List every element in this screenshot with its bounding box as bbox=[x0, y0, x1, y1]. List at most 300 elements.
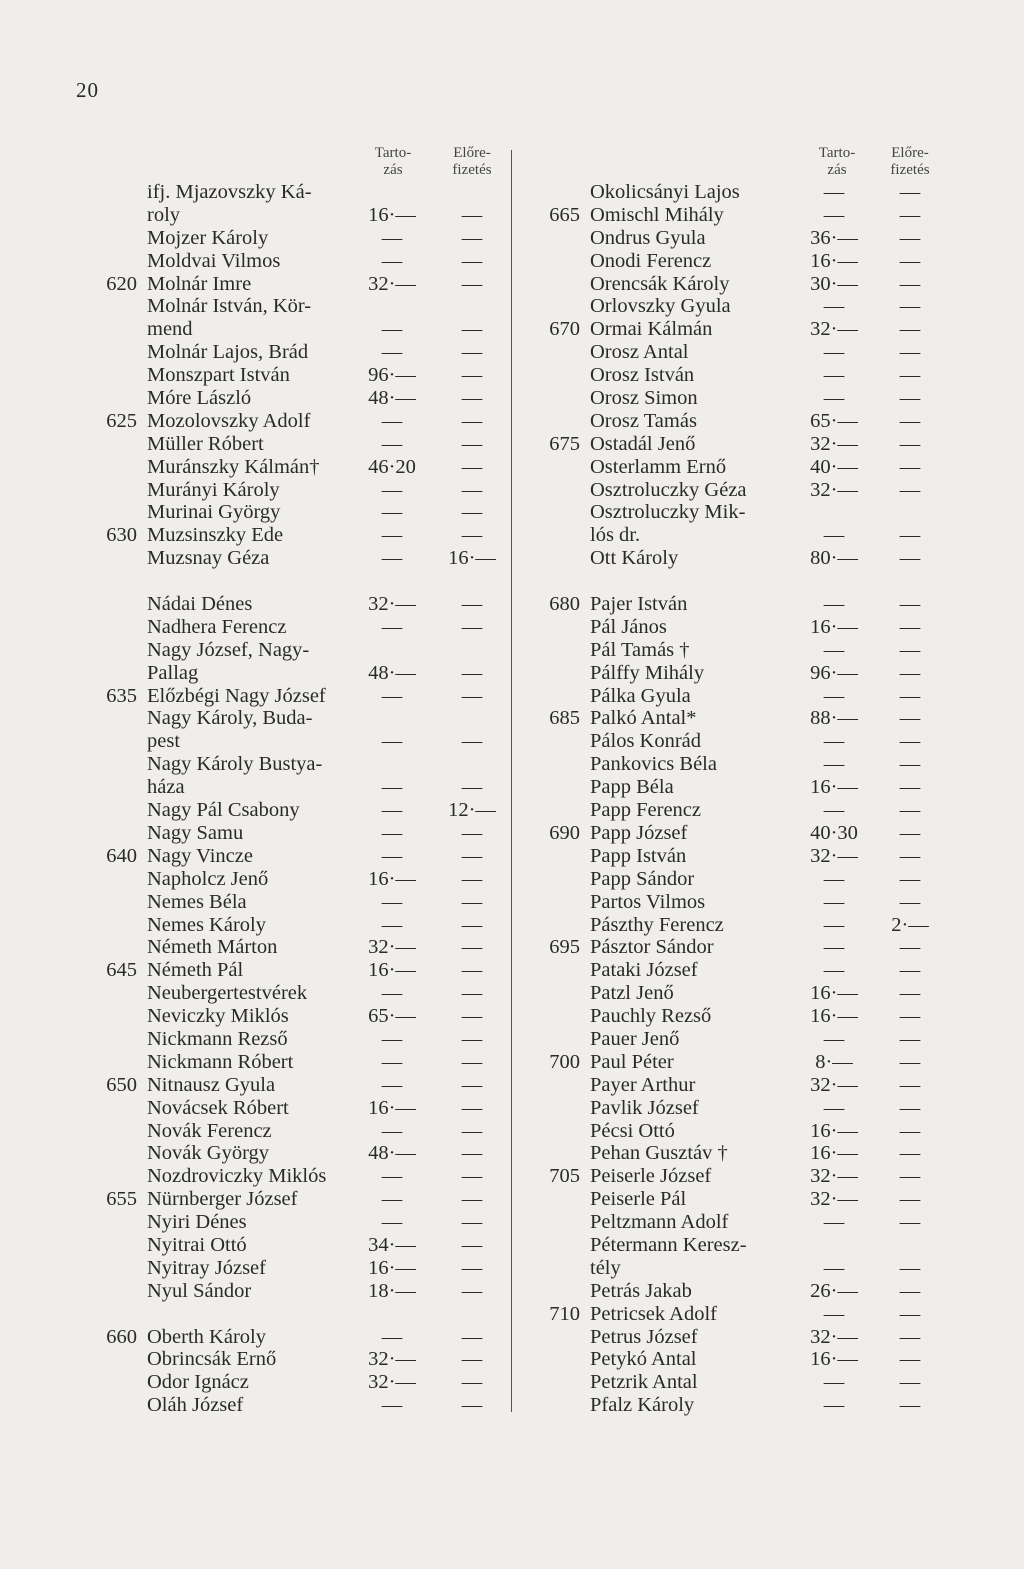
amount-tartozas: 16·— bbox=[810, 615, 858, 638]
member-name: Pétermann Keresz- bbox=[590, 1233, 747, 1256]
list-item bbox=[97, 341, 497, 364]
member-name: roly bbox=[147, 203, 181, 226]
amount-eloefizetes: — bbox=[899, 364, 921, 387]
member-name: Nickmann Róbert bbox=[147, 1050, 294, 1073]
left-column-header bbox=[97, 145, 497, 181]
member-name: Nyitrai Ottó bbox=[147, 1233, 247, 1256]
amount-tartozas: — bbox=[381, 844, 403, 867]
amount-tartozas: — bbox=[381, 1325, 403, 1348]
amount-eloefizetes: — bbox=[461, 1096, 483, 1119]
amount-tartozas: — bbox=[381, 547, 403, 570]
amount-eloefizetes: — bbox=[461, 936, 483, 959]
list-item bbox=[97, 639, 497, 662]
list-item bbox=[97, 685, 497, 708]
amount-eloefizetes: — bbox=[899, 455, 921, 478]
amount-tartozas: — bbox=[381, 524, 403, 547]
list-item bbox=[97, 1028, 497, 1051]
amount-eloefizetes: — bbox=[899, 1096, 921, 1119]
list-item bbox=[540, 685, 940, 708]
amount-eloefizetes: — bbox=[461, 1325, 483, 1348]
entry-number: 635 bbox=[106, 684, 137, 707]
amount-eloefizetes: — bbox=[899, 318, 921, 341]
list-item bbox=[97, 204, 497, 227]
member-name: Ormai Kálmán bbox=[590, 318, 713, 341]
list-item bbox=[97, 1097, 497, 1120]
list-item bbox=[97, 982, 497, 1005]
amount-tartozas: 32·— bbox=[810, 478, 858, 501]
amount-tartozas: — bbox=[823, 1027, 845, 1050]
amount-eloefizetes: — bbox=[461, 203, 483, 226]
member-name: Petykó Antal bbox=[590, 1348, 697, 1371]
member-name: Partos Vilmos bbox=[590, 890, 706, 913]
amount-tartozas: 48·— bbox=[368, 661, 416, 684]
member-name: Palkó Antal* bbox=[590, 707, 697, 730]
amount-tartozas: 32·— bbox=[810, 1325, 858, 1348]
amount-tartozas: — bbox=[823, 364, 845, 387]
entry-number: 640 bbox=[106, 844, 137, 867]
list-item bbox=[97, 433, 497, 456]
list-item bbox=[97, 1074, 497, 1097]
list-item bbox=[97, 730, 497, 753]
list-item bbox=[540, 959, 940, 982]
member-name: Pauchly Rezső bbox=[590, 1005, 712, 1028]
amount-eloefizetes: — bbox=[461, 867, 483, 890]
member-name: Ostadál Jenő bbox=[590, 432, 696, 455]
member-name: Novák Ferencz bbox=[147, 1119, 272, 1142]
list-item bbox=[540, 914, 940, 937]
member-name: Muzsinszky Ede bbox=[147, 524, 284, 547]
list-item bbox=[540, 845, 940, 868]
entry-number: 695 bbox=[549, 936, 580, 959]
amount-eloefizetes: — bbox=[899, 478, 921, 501]
amount-tartozas: — bbox=[381, 1165, 403, 1188]
entry-number: 685 bbox=[549, 707, 580, 730]
list-item bbox=[540, 776, 940, 799]
entry-number: 645 bbox=[106, 959, 137, 982]
member-name: Papp Sándor bbox=[590, 867, 695, 890]
amount-tartozas: — bbox=[823, 1211, 845, 1234]
amount-tartozas: 16·— bbox=[810, 249, 858, 272]
amount-tartozas: 32·— bbox=[368, 1348, 416, 1371]
header-eloefizetes: Előre- fizetés bbox=[890, 145, 930, 178]
member-name: Müller Róbert bbox=[147, 432, 264, 455]
amount-eloefizetes: — bbox=[899, 615, 921, 638]
member-name: Mojzer Károly bbox=[147, 226, 269, 249]
member-name: Napholcz Jenő bbox=[147, 867, 269, 890]
list-item bbox=[97, 845, 497, 868]
list-item bbox=[540, 1005, 940, 1028]
header-tartozas: Tarto- zás bbox=[818, 145, 856, 178]
list-item bbox=[97, 273, 497, 296]
amount-eloefizetes: — bbox=[899, 1188, 921, 1211]
list-item bbox=[97, 1165, 497, 1188]
list-item bbox=[540, 1165, 940, 1188]
amount-tartozas: — bbox=[823, 181, 845, 203]
right-rows bbox=[540, 181, 940, 1417]
list-item bbox=[97, 1188, 497, 1211]
amount-tartozas: 32·— bbox=[810, 1165, 858, 1188]
amount-tartozas: — bbox=[823, 203, 845, 226]
header-eloefizetes: Előre- fizetés bbox=[452, 145, 492, 178]
amount-tartozas: — bbox=[823, 1096, 845, 1119]
list-item bbox=[97, 799, 497, 822]
amount-eloefizetes: — bbox=[899, 547, 921, 570]
amount-eloefizetes: — bbox=[899, 867, 921, 890]
amount-eloefizetes: — bbox=[899, 1302, 921, 1325]
list-item bbox=[540, 707, 940, 730]
amount-eloefizetes: — bbox=[899, 1371, 921, 1394]
member-name: tély bbox=[590, 1256, 621, 1279]
amount-tartozas: — bbox=[823, 936, 845, 959]
amount-eloefizetes: — bbox=[461, 478, 483, 501]
list-item bbox=[540, 891, 940, 914]
member-name: Nádai Dénes bbox=[147, 593, 253, 616]
amount-tartozas: — bbox=[381, 890, 403, 913]
amount-eloefizetes: — bbox=[899, 707, 921, 730]
amount-tartozas: — bbox=[823, 867, 845, 890]
amount-tartozas: — bbox=[823, 1302, 845, 1325]
amount-tartozas: 18·— bbox=[368, 1279, 416, 1302]
amount-tartozas: — bbox=[823, 341, 845, 364]
member-name: pest bbox=[147, 730, 181, 753]
member-name: Nürnberger József bbox=[147, 1188, 298, 1211]
list-item bbox=[540, 318, 940, 341]
member-name: Payer Arthur bbox=[590, 1073, 696, 1096]
amount-tartozas: 16·— bbox=[368, 203, 416, 226]
member-name: Nagy Károly, Buda- bbox=[147, 707, 313, 730]
amount-tartozas: — bbox=[823, 295, 845, 318]
member-name: Papp Ferencz bbox=[590, 799, 701, 822]
member-name: Németh Pál bbox=[147, 959, 244, 982]
entry-number: 710 bbox=[549, 1302, 580, 1325]
amount-tartozas: — bbox=[381, 776, 403, 799]
member-name: Orlovszky Gyula bbox=[590, 295, 731, 318]
entry-number: 655 bbox=[106, 1188, 137, 1211]
entry-number: 620 bbox=[106, 272, 137, 295]
entry-number: 705 bbox=[549, 1165, 580, 1188]
list-item bbox=[540, 1188, 940, 1211]
amount-eloefizetes: — bbox=[899, 821, 921, 844]
amount-eloefizetes: — bbox=[899, 409, 921, 432]
list-item bbox=[540, 273, 940, 296]
amount-tartozas: — bbox=[823, 730, 845, 753]
amount-tartozas: — bbox=[823, 753, 845, 776]
amount-tartozas: 32·— bbox=[810, 318, 858, 341]
list-item bbox=[540, 433, 940, 456]
amount-eloefizetes: — bbox=[461, 684, 483, 707]
amount-tartozas: — bbox=[381, 1050, 403, 1073]
member-name: Orencsák Károly bbox=[590, 272, 730, 295]
amount-eloefizetes: — bbox=[899, 1211, 921, 1234]
entry-number: 690 bbox=[549, 821, 580, 844]
member-name: Peltzmann Adolf bbox=[590, 1211, 729, 1234]
member-name: Papp István bbox=[590, 844, 687, 867]
amount-tartozas: 40·— bbox=[810, 455, 858, 478]
amount-tartozas: 8·— bbox=[815, 1050, 853, 1073]
member-name: Paul Péter bbox=[590, 1050, 674, 1073]
amount-eloefizetes: — bbox=[899, 1050, 921, 1073]
list-item bbox=[540, 753, 940, 776]
amount-eloefizetes: — bbox=[461, 593, 483, 616]
amount-tartozas: — bbox=[823, 799, 845, 822]
list-item bbox=[540, 1051, 940, 1074]
amount-tartozas: 16·— bbox=[368, 959, 416, 982]
list-item bbox=[540, 730, 940, 753]
member-name: Pajer István bbox=[590, 593, 688, 616]
amount-tartozas: — bbox=[823, 959, 845, 982]
member-name: Murinai György bbox=[147, 501, 281, 524]
list-item bbox=[97, 1005, 497, 1028]
member-name: Pál János bbox=[590, 615, 667, 638]
amount-tartozas: — bbox=[381, 478, 403, 501]
list-item bbox=[540, 410, 940, 433]
amount-tartozas: 34·— bbox=[368, 1233, 416, 1256]
list-item bbox=[540, 662, 940, 685]
list-item bbox=[97, 1234, 497, 1257]
amount-tartozas: — bbox=[381, 249, 403, 272]
member-name: Oberth Károly bbox=[147, 1325, 266, 1348]
list-item bbox=[540, 295, 940, 318]
member-name: Nozdroviczky Miklós bbox=[147, 1165, 327, 1188]
member-name: Pauer Jenő bbox=[590, 1027, 680, 1050]
amount-tartozas: — bbox=[823, 1394, 845, 1417]
amount-eloefizetes: — bbox=[899, 799, 921, 822]
amount-eloefizetes: — bbox=[899, 844, 921, 867]
member-name: Papp József bbox=[590, 821, 688, 844]
amount-eloefizetes: — bbox=[899, 684, 921, 707]
member-name: Peiserle József bbox=[590, 1165, 712, 1188]
amount-eloefizetes: — bbox=[899, 661, 921, 684]
member-name: Orosz Antal bbox=[590, 341, 689, 364]
amount-eloefizetes: — bbox=[899, 1165, 921, 1188]
list-item bbox=[540, 1303, 940, 1326]
amount-eloefizetes: — bbox=[461, 249, 483, 272]
entry-number: 680 bbox=[549, 593, 580, 616]
amount-eloefizetes: — bbox=[899, 181, 921, 203]
amount-tartozas: — bbox=[381, 1119, 403, 1142]
list-item bbox=[540, 822, 940, 845]
page-number: 20 bbox=[76, 78, 99, 102]
member-name: Nagy Samu bbox=[147, 821, 244, 844]
amount-eloefizetes: — bbox=[899, 341, 921, 364]
amount-tartozas: 32·— bbox=[368, 936, 416, 959]
amount-tartozas: — bbox=[823, 593, 845, 616]
member-name: Ondrus Gyula bbox=[590, 226, 706, 249]
section-gap bbox=[97, 570, 497, 593]
list-item bbox=[97, 524, 497, 547]
left-column bbox=[97, 145, 497, 1417]
member-name: Nitnausz Gyula bbox=[147, 1073, 276, 1096]
member-name: háza bbox=[147, 776, 185, 799]
list-item bbox=[97, 501, 497, 524]
amount-eloefizetes: — bbox=[461, 455, 483, 478]
member-name: Petricsek Adolf bbox=[590, 1302, 717, 1325]
amount-tartozas: — bbox=[381, 615, 403, 638]
member-name: Neviczky Miklós bbox=[147, 1005, 289, 1028]
list-item bbox=[540, 1280, 940, 1303]
amount-eloefizetes: — bbox=[899, 1348, 921, 1371]
list-item bbox=[540, 1097, 940, 1120]
list-item bbox=[540, 799, 940, 822]
list-item bbox=[540, 1142, 940, 1165]
list-item bbox=[540, 1120, 940, 1143]
list-item bbox=[540, 1348, 940, 1371]
amount-eloefizetes: — bbox=[461, 1005, 483, 1028]
amount-eloefizetes: 2·— bbox=[891, 913, 929, 936]
amount-tartozas: — bbox=[381, 341, 403, 364]
amount-eloefizetes: — bbox=[899, 524, 921, 547]
amount-eloefizetes: — bbox=[461, 341, 483, 364]
amount-eloefizetes: — bbox=[899, 295, 921, 318]
amount-tartozas: — bbox=[381, 1073, 403, 1096]
amount-eloefizetes: — bbox=[899, 203, 921, 226]
entry-number: 665 bbox=[549, 203, 580, 226]
member-name: Orosz István bbox=[590, 364, 695, 387]
section-gap bbox=[97, 1303, 497, 1326]
amount-tartozas: — bbox=[823, 387, 845, 410]
amount-tartozas: 16·— bbox=[810, 776, 858, 799]
amount-tartozas: 96·— bbox=[368, 364, 416, 387]
member-name: Murányi Károly bbox=[147, 478, 280, 501]
member-name: Nagy Károly Bustya- bbox=[147, 753, 323, 776]
amount-tartozas: 16·— bbox=[368, 867, 416, 890]
member-name: Móre László bbox=[147, 387, 252, 410]
amount-eloefizetes: — bbox=[461, 1256, 483, 1279]
amount-eloefizetes: — bbox=[899, 936, 921, 959]
amount-eloefizetes: — bbox=[461, 1348, 483, 1371]
member-name: Muzsnay Géza bbox=[147, 547, 270, 570]
member-name: Monszpart István bbox=[147, 364, 290, 387]
list-item bbox=[97, 1371, 497, 1394]
list-item bbox=[540, 936, 940, 959]
amount-tartozas: — bbox=[823, 638, 845, 661]
list-item bbox=[97, 479, 497, 502]
amount-tartozas: 32·— bbox=[368, 593, 416, 616]
list-item bbox=[540, 1074, 940, 1097]
amount-tartozas: 32·— bbox=[810, 1188, 858, 1211]
member-name: Petzrik Antal bbox=[590, 1371, 698, 1394]
section-gap bbox=[540, 570, 940, 593]
amount-eloefizetes: — bbox=[899, 249, 921, 272]
amount-tartozas: 32·— bbox=[368, 272, 416, 295]
amount-tartozas: — bbox=[823, 913, 845, 936]
amount-tartozas: — bbox=[381, 799, 403, 822]
member-name: Előzbégi Nagy József bbox=[147, 684, 326, 707]
amount-tartozas: 65·— bbox=[810, 409, 858, 432]
member-name: Neubergertestvérek bbox=[147, 982, 308, 1005]
member-name: Pallag bbox=[147, 661, 199, 684]
amount-tartozas: — bbox=[381, 501, 403, 524]
list-item bbox=[97, 707, 497, 730]
amount-tartozas: 32·— bbox=[810, 844, 858, 867]
amount-eloefizetes: — bbox=[461, 844, 483, 867]
amount-tartozas: 30·— bbox=[810, 272, 858, 295]
entry-number: 650 bbox=[106, 1073, 137, 1096]
member-name: Pécsi Ottó bbox=[590, 1119, 675, 1142]
member-name: Pfalz Károly bbox=[590, 1394, 695, 1417]
amount-eloefizetes: — bbox=[899, 959, 921, 982]
list-item bbox=[97, 593, 497, 616]
list-item bbox=[97, 1120, 497, 1143]
amount-eloefizetes: — bbox=[461, 776, 483, 799]
amount-eloefizetes: — bbox=[899, 272, 921, 295]
amount-eloefizetes: — bbox=[461, 982, 483, 1005]
amount-eloefizetes: — bbox=[461, 661, 483, 684]
list-item bbox=[540, 639, 940, 662]
amount-eloefizetes: — bbox=[461, 364, 483, 387]
list-item bbox=[97, 250, 497, 273]
member-name: Nyitray József bbox=[147, 1256, 266, 1279]
amount-eloefizetes: — bbox=[899, 1073, 921, 1096]
entry-number: 625 bbox=[106, 409, 137, 432]
list-item bbox=[540, 227, 940, 250]
amount-tartozas: — bbox=[381, 730, 403, 753]
amount-tartozas: 26·— bbox=[810, 1279, 858, 1302]
amount-eloefizetes: — bbox=[899, 593, 921, 616]
amount-eloefizetes: — bbox=[461, 318, 483, 341]
amount-eloefizetes: — bbox=[461, 432, 483, 455]
amount-tartozas: 80·— bbox=[810, 547, 858, 570]
entry-number: 630 bbox=[106, 524, 137, 547]
amount-eloefizetes: — bbox=[461, 1233, 483, 1256]
amount-tartozas: — bbox=[381, 409, 403, 432]
list-item bbox=[97, 410, 497, 433]
list-item bbox=[540, 1211, 940, 1234]
member-name: Pataki József bbox=[590, 959, 698, 982]
list-item bbox=[97, 1142, 497, 1165]
amount-tartozas: — bbox=[823, 1371, 845, 1394]
member-name: Muránszky Kálmán† bbox=[147, 455, 320, 478]
list-item bbox=[97, 227, 497, 250]
list-item bbox=[540, 1234, 940, 1257]
member-name: Osterlamm Ernő bbox=[590, 455, 727, 478]
member-name: Mozolovszky Adolf bbox=[147, 409, 311, 432]
member-name: Patzl Jenő bbox=[590, 982, 674, 1005]
amount-tartozas: — bbox=[823, 1256, 845, 1279]
member-name: Okolicsányi Lajos bbox=[590, 181, 740, 203]
member-name: Pankovics Béla bbox=[590, 753, 717, 776]
amount-eloefizetes: — bbox=[899, 1027, 921, 1050]
amount-eloefizetes: — bbox=[461, 1119, 483, 1142]
amount-eloefizetes: — bbox=[461, 1027, 483, 1050]
amount-eloefizetes: — bbox=[899, 753, 921, 776]
member-name: Papp Béla bbox=[590, 776, 674, 799]
list-item bbox=[540, 1028, 940, 1051]
amount-tartozas: 36·— bbox=[810, 226, 858, 249]
list-item bbox=[97, 868, 497, 891]
amount-tartozas: 16·— bbox=[368, 1096, 416, 1119]
amount-tartozas: 48·— bbox=[368, 387, 416, 410]
amount-tartozas: — bbox=[381, 318, 403, 341]
amount-eloefizetes: — bbox=[461, 1188, 483, 1211]
amount-eloefizetes: — bbox=[899, 1279, 921, 1302]
list-item bbox=[97, 914, 497, 937]
amount-tartozas: — bbox=[381, 226, 403, 249]
list-item bbox=[540, 616, 940, 639]
list-item bbox=[97, 318, 497, 341]
list-item bbox=[540, 982, 940, 1005]
entry-number: 670 bbox=[549, 318, 580, 341]
amount-tartozas: 48·— bbox=[368, 1142, 416, 1165]
list-item bbox=[540, 387, 940, 410]
list-item bbox=[97, 776, 497, 799]
member-name: Pehan Gusztáv † bbox=[590, 1142, 728, 1165]
member-name: Onodi Ferencz bbox=[590, 249, 712, 272]
amount-tartozas: — bbox=[823, 890, 845, 913]
amount-eloefizetes: — bbox=[899, 387, 921, 410]
member-name: ifj. Mjazovszky Ká- bbox=[147, 181, 312, 203]
member-name: Nyul Sándor bbox=[147, 1279, 252, 1302]
